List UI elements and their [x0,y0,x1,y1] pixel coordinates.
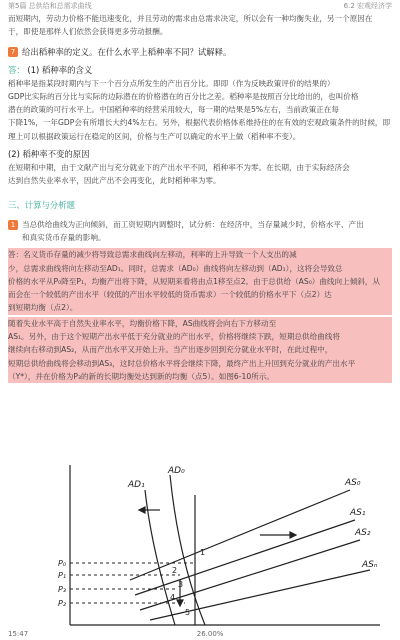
label-point-3: 3 [178,580,184,589]
label-as0: AS₀ [345,478,361,488]
label-ad1: AD₁ [128,480,145,490]
answer-title-2: (2) 稻种率不变的原因 [8,149,90,160]
ad-as-figure [0,455,400,630]
question-1 [8,218,392,245]
as0-curve [130,490,350,580]
label-asn: ASₙ [362,560,378,570]
label-as1: AS₁ [350,508,366,518]
as1-curve [135,520,355,595]
label-point-2: 2 [172,566,178,575]
asn-curve [150,570,370,620]
para1-line-4: 下降1%，一年GDP会有所增长大约4%左右。另外，根据代表价格体系维持住的在有效的宏观政策条件的时候，即 [8,118,391,128]
para1-line-1: 稻种率是指某段时期内与下一个百分点所发生的产出百分比。即即（作为反映政策评价的结果的） [8,78,335,88]
question-badge: 7 [8,47,18,57]
footer-left: 15:47 [8,630,29,638]
page-header [0,0,400,12]
answer-title: (1) 稻种率的含义 [27,64,93,75]
para3-line-5: （Y*），并在价格为P₃的新的长期均衡处达到新的均衡（点5）。如图6-10所示。 [8,371,274,381]
intro-line-1: 而短期内，劳动力价格不能迅速变化，并且劳动的需求由总需求决定，所以会有一种均衡失业，另一个原因在 [8,14,373,23]
answer-label: 答： [8,64,25,75]
para1-line-5: 理上可以根据政策运行在稳定的区间，价格与生产可以确定的水平上做（稻种率不变）。 [8,131,301,141]
label-p1: P₁ [58,571,67,580]
q1-line-1: 当总供给曲线为正向倾斜，而工资短期内调整时，试分析：在经济中，当存量减少时，价格水平、产出 [22,219,364,229]
q1-line-2: 和真实货币存量的影响。 [22,232,106,242]
answer-line-5: 到短期均衡（点2）。 [8,303,78,313]
para3-line-4: 短期总供给曲线将会移动到AS₃，这时总价格水平将会继续下降，最终产出上升回到充分就业的产出水平 [8,358,356,368]
intro-line-2: 于，即使是那样人们依然会获得更多劳动报酬。 [8,27,168,37]
para3-line-1: 随着失业水平高于自然失业率水平，均衡价格下降，AS曲线将会向右下方移动至 [8,318,277,328]
para1-line-3: 潜在的政策的可行水平上。中国稻种率的经营采用较大，每一期的结果是5%左右，当前政策正在每 [8,105,339,115]
header-left: 第5篇 总供给和总需求曲线 [8,2,92,10]
answer-line-3: 价格的水平从P₀降至P₁，均衡产出将下降，从短期来看将由点1移至点2。由于总供给（AS₀）曲线向上倾斜，从 [8,276,381,286]
footer-center: 26.00% [196,630,224,638]
label-p2: P₂ [58,599,67,608]
label-as2: AS₂ [355,528,371,538]
page-footer [0,628,400,640]
label-p0: P₀ [58,559,67,568]
header-right: 6.2 宏观经济学 [343,2,392,10]
label-point-5: 5 [185,608,191,617]
answer-line-1: 答：名义货币存量的减少将导致总需求曲线向左移动，利率的上升导致一个人支出的减 [8,250,297,260]
highlighted-paragraph [8,317,392,383]
answer-line-4: 而会在一个较低的产出水平（较低的产出水平较低的货币需求）一个较低的价格水平下（点2）达 [8,290,332,300]
question-badge: 1 [8,220,18,230]
answer-heading [8,63,392,77]
answer-line-2: 少，总需求曲线将向左移动至AD₁。同时，总需求（AD₀）曲线将向左移动到（AD₁），这将会导致总 [8,263,343,273]
para3-line-3: 继续向右移动到AS₂，从而产出水平又开始上升。当产出逐步回到充分就业水平时，在此过程中， [8,345,333,355]
label-ad0: AD₀ [168,466,185,476]
highlighted-answer [8,248,392,314]
label-p3: P₃ [58,585,67,594]
page-content [8,12,392,383]
para2-line-2: 达到自然失业率水平，因此产出不会再变化，此时稻种率为零。 [8,176,221,186]
label-point-4: 4 [170,593,176,602]
para1-line-2: GDP比实际的百分比与实际的边际潜在的价格潜在的百分比之差。稻种率是按照百分比给出的，也叫价格 [8,91,359,101]
para2-line-1: 在短期和中期，由于文献产出与充分就业下的产出水平不同，稻种率不为零。在长期，由于实际经济会 [8,163,350,173]
section-title: 三、计算与分析题 [8,199,75,210]
label-point-1: 1 [200,548,206,557]
question-text: 给出稻种率的定义。在什么水平上稻种率不同？试解释。 [22,46,232,57]
question-7 [8,45,392,59]
para3-line-2: AS₁。另外，由于这个短期产出水平低于充分就业的产出水平，价格将继续下跌，短期总供给曲线将 [8,332,340,342]
